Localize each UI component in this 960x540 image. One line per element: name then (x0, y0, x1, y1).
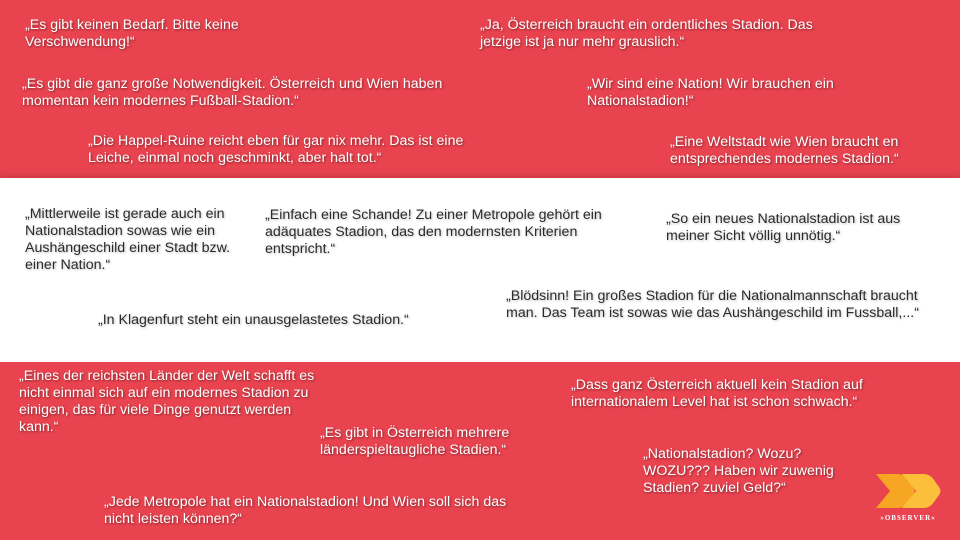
quote-top-6: „Eine Weltstadt wie Wien braucht en entsprechendes modernes Stadion.“ (670, 134, 899, 167)
quote-mid-4: „Blödsinn! Ein großes Stadion für die Nationalmannschaft braucht man. Das Team ist sowas wie das Aushängeschild im Fussball,...“ (506, 288, 919, 321)
quote-bottom-1: „Eines der reichsten Länder der Welt schafft es nicht einmal sich auf ein modernes Stadion zu einigen, das für viele Dinge genutzt werden kann.“ (19, 368, 315, 435)
quote-top-5: „Die Happel-Ruine reicht eben für gar nix mehr. Das ist eine Leiche, einmal noch geschminkt, aber halt tot.“ (88, 133, 464, 166)
quote-mid-5: „In Klagenfurt steht ein unausgelastetes Stadion.“ (98, 312, 409, 328)
logo-text: »OBSERVER« (880, 514, 936, 522)
quote-mid-3: „So ein neues Nationalstadion ist aus meiner Sicht völlig unnötig.“ (666, 211, 901, 244)
observer-logo (868, 470, 948, 526)
quote-bottom-4: „Nationalstadion? Wozu? WOZU??? Haben wir zuwenig Stadien? zuviel Geld?“ (643, 446, 834, 496)
quote-bottom-3: „Es gibt in Österreich mehrere länderspieltaugliche Stadien.“ (320, 425, 510, 458)
quote-mid-2: „Einfach eine Schande! Zu einer Metropole gehört ein adäquates Stadion, das den modernsten Kriterien entspricht.“ (265, 207, 602, 257)
quote-top-2: „Ja, Österreich braucht ein ordentliches Stadion. Das jetzige ist ja nur mehr grauslich.“ (480, 17, 813, 50)
quote-top-1: „Es gibt keinen Bedarf. Bitte keine Verschwendung!“ (25, 17, 239, 50)
quote-bottom-5: „Jede Metropole hat ein Nationalstadion! Und Wien soll sich das nicht leisten können?“ (104, 494, 507, 527)
quote-mid-1: „Mittlerweile ist gerade auch ein Nationalstadion sowas wie ein Aushängeschild einer Stadt bzw. einer Nation.“ (25, 206, 231, 273)
quote-top-4: „Wir sind eine Nation! Wir brauchen ein Nationalstadion!“ (587, 76, 834, 109)
quote-bottom-2: „Dass ganz Österreich aktuell kein Stadion auf internationalem Level hat ist schon schwach.“ (571, 377, 863, 410)
double-chevron-icon (868, 470, 948, 512)
quote-top-3: „Es gibt die ganz große Notwendigkeit. Österreich und Wien haben momentan kein modernes Fußball-Stadion.“ (22, 76, 443, 109)
